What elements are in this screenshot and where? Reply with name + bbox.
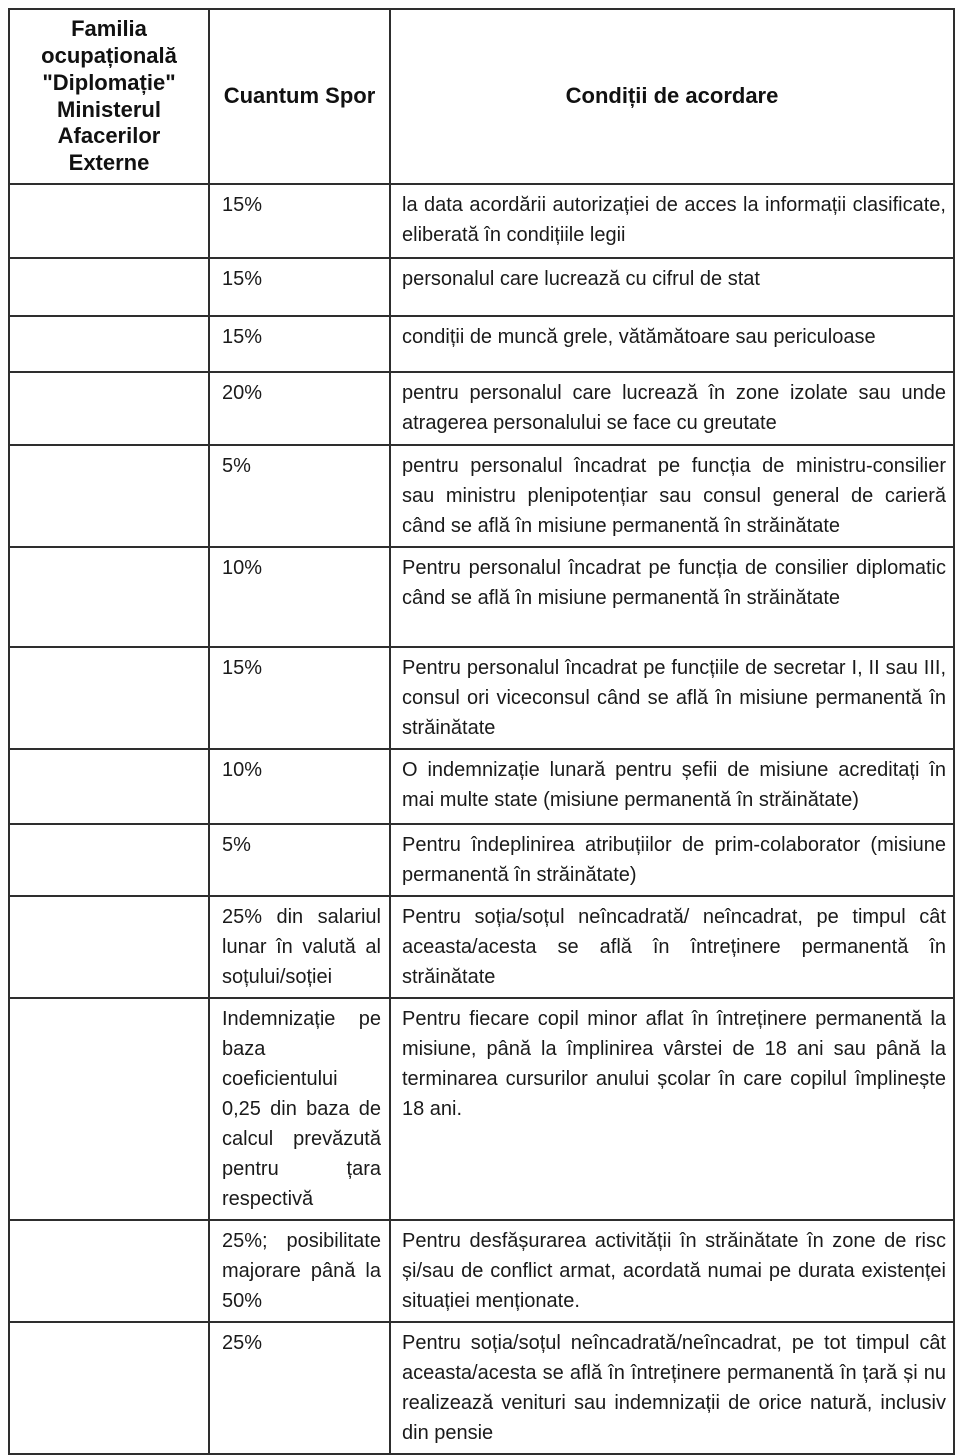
table-row: [9, 647, 954, 749]
cell-conditii: pentru personalul care lucrează în zone izolate sau unde atragerea personalului se face cu greutate: [390, 372, 954, 445]
header-conditii-acordare: Condiții de acordare: [390, 9, 954, 184]
cell-conditii: Pentru soția/soțul neîncadrată/ neîncadrat, pe timpul cât aceasta/acesta se află în întreținere permanentă în străinătate: [390, 896, 954, 998]
header-cuantum-spor: Cuantum Spor: [209, 9, 390, 184]
header-occupational-family: Familia ocupațională "Diplomație" Ministerul Afacerilor Externe: [9, 9, 209, 184]
cell-family-empty: [9, 372, 209, 445]
table-row: [9, 547, 954, 647]
cell-family-empty: [9, 258, 209, 316]
cell-family-empty: [9, 1220, 209, 1322]
cell-conditii: O indemnizație lunară pentru șefii de misiune acreditați în mai multe state (misiune permanentă în străinătate): [390, 749, 954, 824]
cell-conditii: Pentru personalul încadrat pe funcțiile de secretar I, II sau III, consul ori viceconsul când se află în misiune permanentă în străinătate: [390, 647, 954, 749]
cell-family-empty: [9, 824, 209, 896]
table-row: [9, 258, 954, 316]
table-row: [9, 184, 954, 258]
cell-spor: 20%: [209, 372, 390, 445]
cell-family-empty: [9, 445, 209, 547]
cell-family-empty: [9, 184, 209, 258]
cell-family-empty: [9, 1322, 209, 1454]
table-row: [9, 998, 954, 1220]
table-row: [9, 749, 954, 824]
cell-spor: 25%; posibilitate majorare până la 50%: [209, 1220, 390, 1322]
cell-spor: 5%: [209, 445, 390, 547]
cell-family-empty: [9, 749, 209, 824]
cell-spor: 25% din salariul lunar în valută al soțului/soției: [209, 896, 390, 998]
table-row: [9, 372, 954, 445]
table-row: [9, 445, 954, 547]
cell-spor: Indemnizație pe baza coeficientului 0,25 din baza de calcul prevăzută pentru țara respectivă: [209, 998, 390, 1220]
table-row: [9, 1322, 954, 1454]
table-row: [9, 896, 954, 998]
cell-spor: 15%: [209, 316, 390, 372]
cell-family-empty: [9, 896, 209, 998]
table-row: [9, 1220, 954, 1322]
cell-spor: 15%: [209, 647, 390, 749]
cell-conditii: personalul care lucrează cu cifrul de stat: [390, 258, 954, 316]
table-row: [9, 824, 954, 896]
cell-conditii: Pentru personalul încadrat pe funcția de consilier diplomatic când se află în misiune permanentă în străinătate: [390, 547, 954, 647]
cell-family-empty: [9, 998, 209, 1220]
cell-spor: 10%: [209, 749, 390, 824]
cell-spor: 15%: [209, 184, 390, 258]
spor-conditions-table: [8, 8, 955, 1455]
table-row: [9, 316, 954, 372]
cell-conditii: Pentru fiecare copil minor aflat în întreținere permanentă la misiune, până la împlinirea vârstei de 18 ani sau până la terminarea cursurilor anului școlar în care copilul împlinește 18 ani.: [390, 998, 954, 1220]
cell-spor: 5%: [209, 824, 390, 896]
cell-spor: 25%: [209, 1322, 390, 1454]
cell-family-empty: [9, 647, 209, 749]
cell-conditii: la data acordării autorizației de acces la informații clasificate, eliberată în condițiile legii: [390, 184, 954, 258]
cell-conditii: Pentru îndeplinirea atribuțiilor de prim-colaborator (misiune permanentă în străinătate): [390, 824, 954, 896]
cell-conditii: Pentru desfășurarea activității în străinătate în zone de risc și/sau de conflict armat, acordată numai pe durata existenței situației menționate.: [390, 1220, 954, 1322]
cell-spor: 10%: [209, 547, 390, 647]
cell-conditii: Pentru soția/soțul neîncadrată/neîncadrat, pe tot timpul cât aceasta/acesta se află în întreținere permanentă în țară și nu realizează venituri sau indemnizații de orice natură, inclusiv din pensie: [390, 1322, 954, 1454]
header-row: [9, 9, 954, 184]
cell-conditii: condiții de muncă grele, vătămătoare sau periculoase: [390, 316, 954, 372]
cell-spor: 15%: [209, 258, 390, 316]
cell-family-empty: [9, 316, 209, 372]
cell-conditii: pentru personalul încadrat pe funcția de ministru-consilier sau ministru plenipotențiar sau consul general de carieră când se află în misiune permanentă în străinătate: [390, 445, 954, 547]
cell-family-empty: [9, 547, 209, 647]
